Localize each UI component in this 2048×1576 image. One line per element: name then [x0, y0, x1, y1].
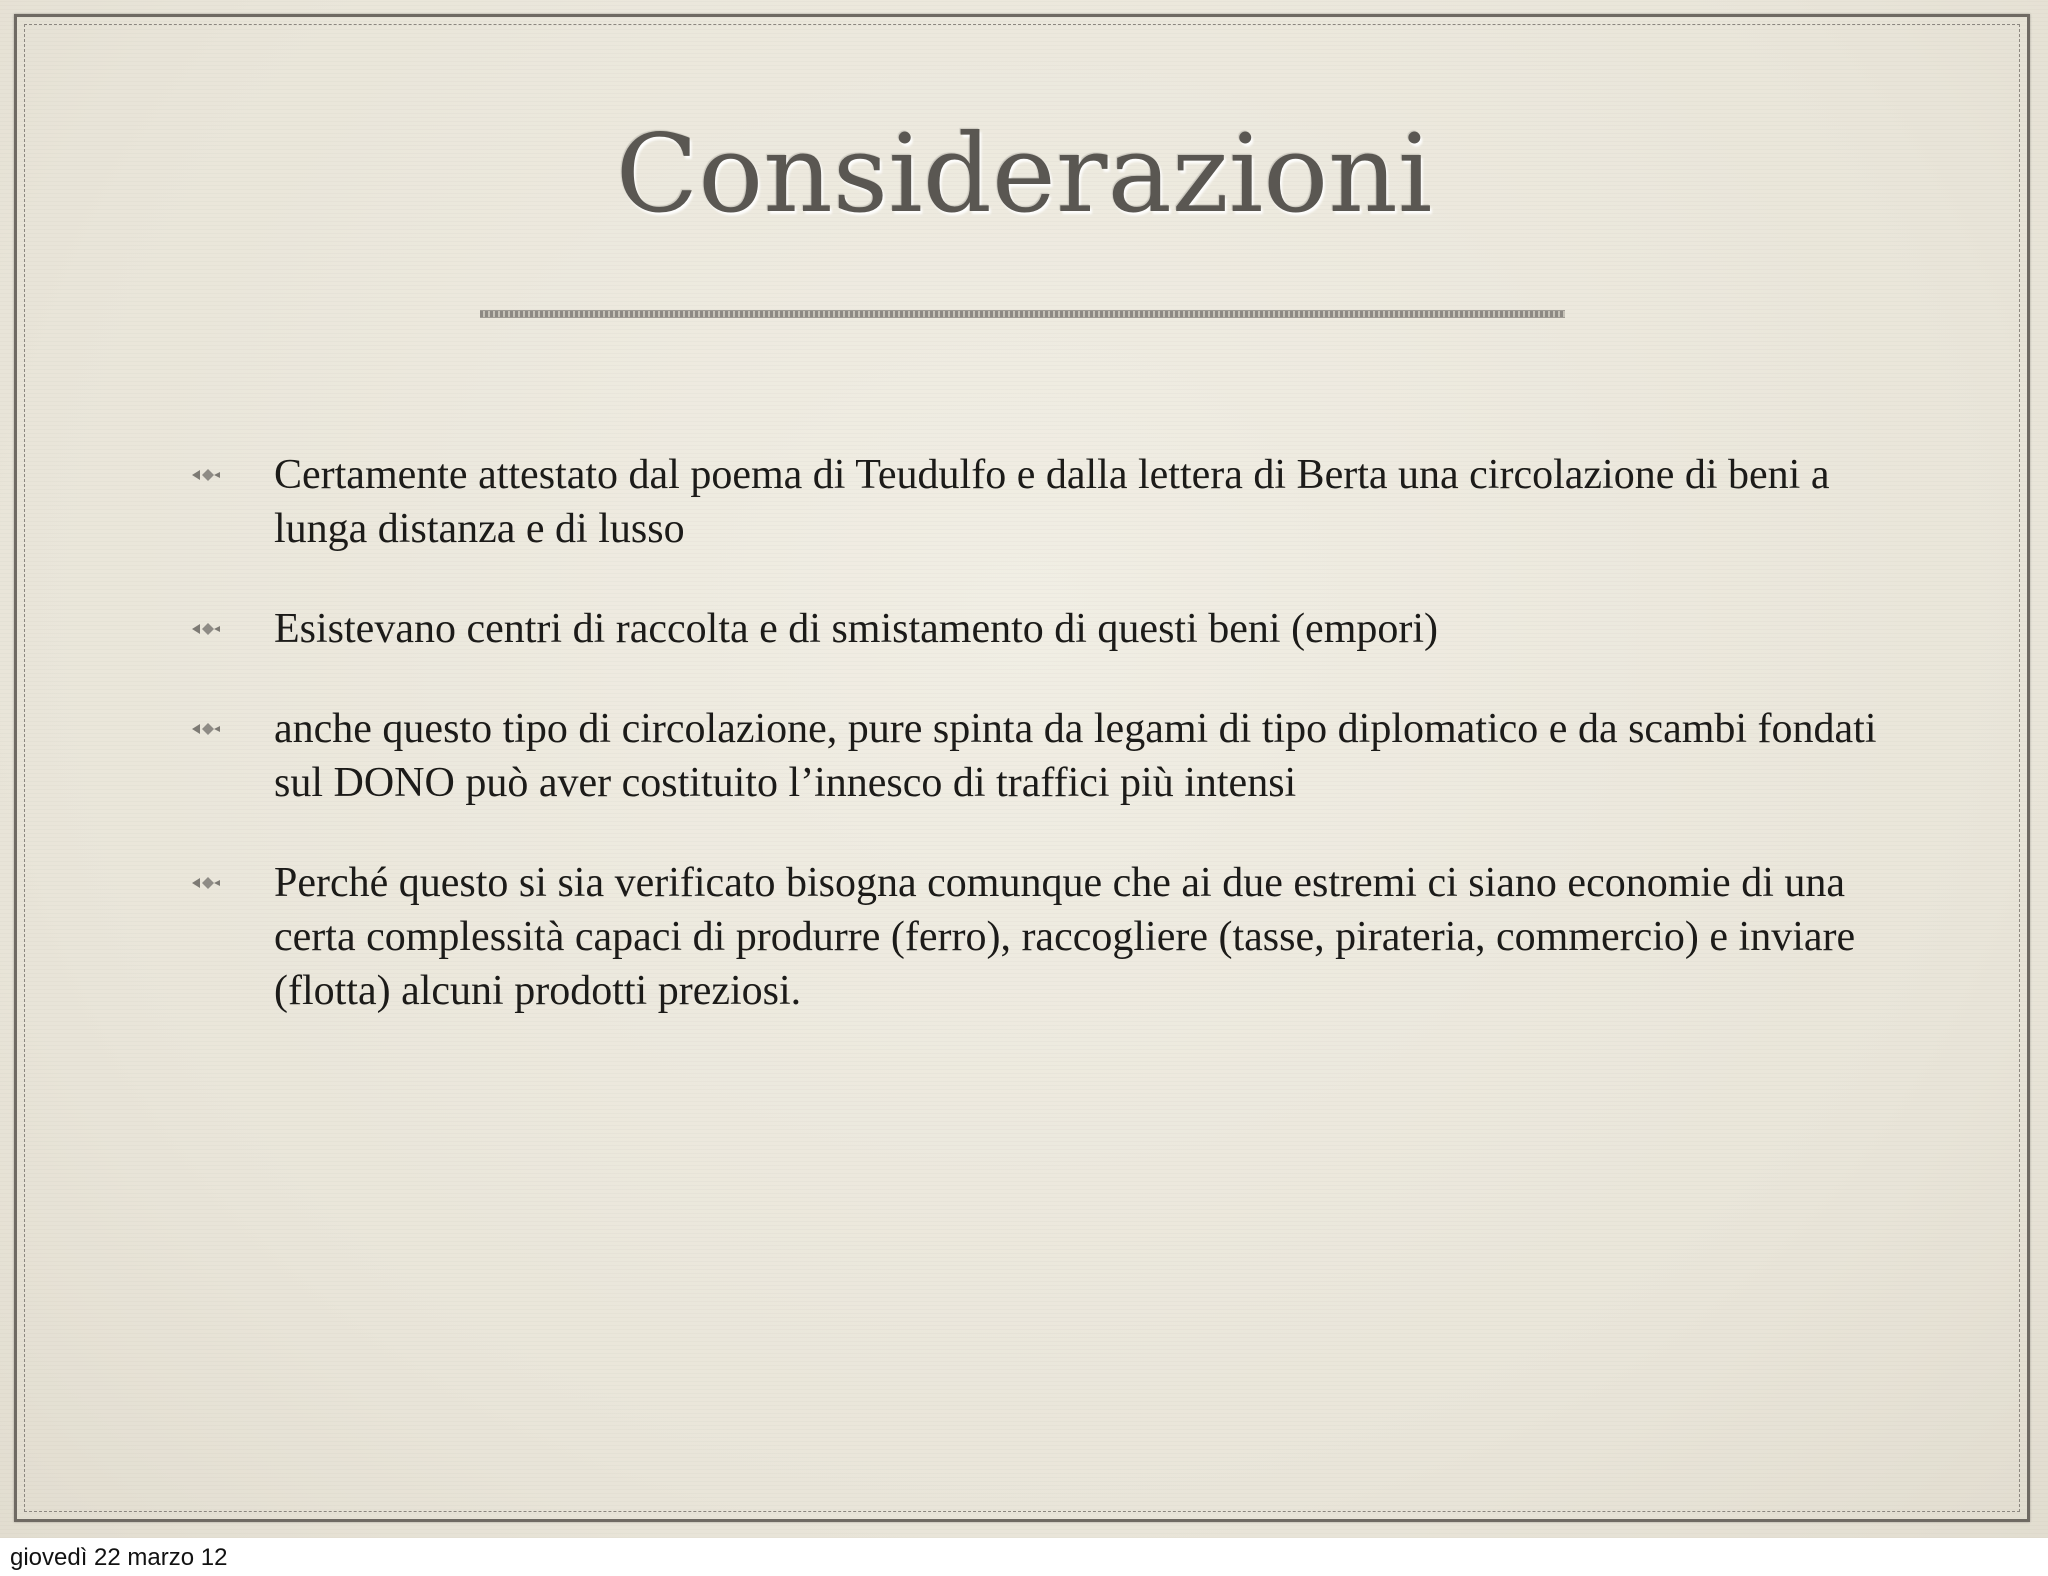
title-divider [480, 310, 1565, 318]
bullet-item [190, 448, 1910, 556]
bullet-item [190, 602, 1910, 656]
slide-title: Considerazioni [615, 112, 1433, 237]
fleuron-bullet-icon [190, 720, 222, 738]
bullet-list [190, 448, 1910, 1064]
fleuron-bullet-icon [190, 874, 222, 892]
footer-date: giovedì 22 marzo 12 [10, 1544, 228, 1571]
bullet-item [190, 856, 1910, 1018]
bullet-item [190, 702, 1910, 810]
bullet-text: Perché questo si sia verificato bisogna comunque che ai due estremi ci siano economie di una certa complessità capaci di produrre (ferro), raccogliere (tasse, pirateria, commercio) e inviare (flotta) alcuni prodotti preziosi. [274, 860, 1856, 1014]
fleuron-bullet-icon [190, 466, 222, 484]
bullet-text: Certamente attestato dal poema di Teudulfo e dalla lettera di Berta una circolazione di beni a lunga distanza e di lusso [274, 452, 1830, 552]
bullet-text: Esistevano centri di raccolta e di smistamento di questi beni (empori) [274, 606, 1439, 652]
fleuron-bullet-icon [190, 620, 222, 638]
bullet-text: anche questo tipo di circolazione, pure spinta da legami di tipo diplomatico e da scambi fondati sul DONO può aver costituito l’innesco di traffici più intensi [274, 706, 1877, 806]
